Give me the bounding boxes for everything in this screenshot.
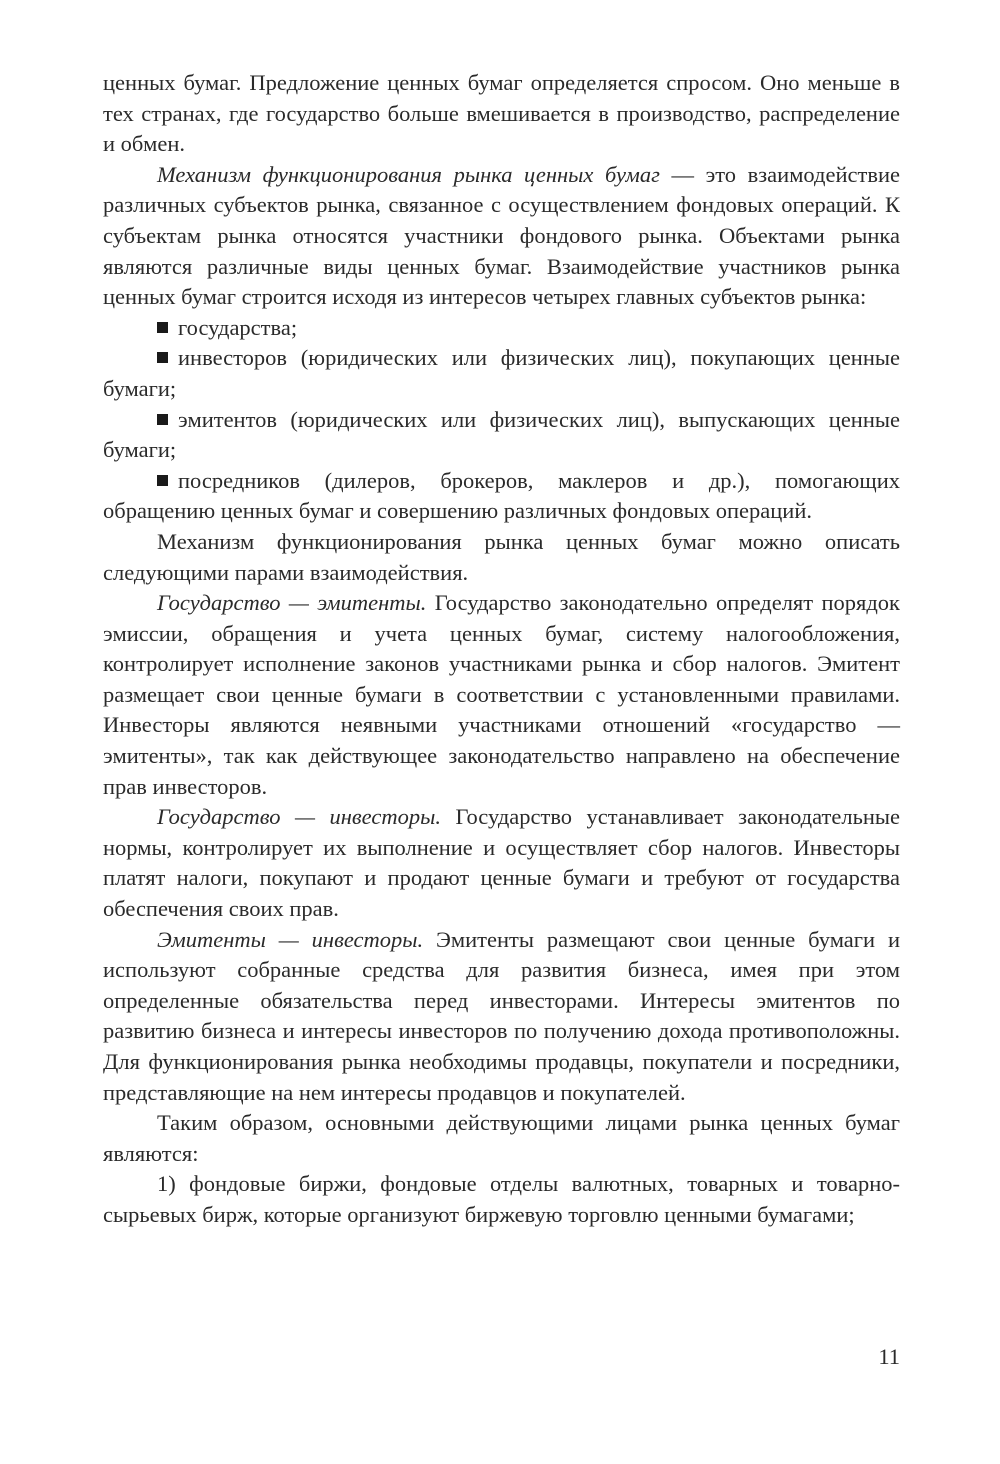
list-item-text: посредников (дилеров, брокеров, маклеров и др.), помогающих обращению ценных бумаг и совершению различных фондовых операций. (103, 467, 900, 524)
paragraph (103, 925, 900, 1109)
term-emphasis: Механизм функционирования рынка ценных бумаг (157, 161, 660, 187)
term-emphasis: Государство — инвесторы. (157, 804, 441, 830)
page-number: 11 (878, 1344, 900, 1369)
term-emphasis: Эмитенты — инвесторы. (157, 926, 424, 952)
list-item (103, 405, 900, 466)
bullet-square-icon (157, 475, 168, 486)
list-item-text: государства; (178, 314, 298, 340)
term-emphasis: Государство — эмитенты. (157, 590, 427, 616)
paragraph-text: — это взаимодействие различных субъектов рынка, связанное с осуществлением фондовых операций. К субъектам рынка относятся участники фондового рынка. Объектами рынка являются различные виды ценных бумаг. Взаимодействие участников рынка ценных бумаг строится исходя из интересов четырех главных субъектов рынка: (103, 161, 900, 310)
bullet-square-icon (157, 322, 168, 333)
paragraph (103, 160, 900, 313)
paragraph-text: Государство устанавливает законодательные нормы, контролирует их выполнение и осуществляет сбор налогов. Инвесторы платят налоги, покупают и продают ценные бумаги и требуют от государства обеспечения своих прав. (103, 804, 900, 922)
bullet-square-icon (157, 414, 168, 425)
paragraph: ценных бумаг. Предложение ценных бумаг определяется спросом. Оно меньше в тех странах, где государство больше вмешивается в производство, распределение и обмен. (103, 70, 900, 157)
paragraph: 1) фондовые биржи, фондовые отделы валютных, товарных и товарно-сырьевых бирж, которые организуют биржевую торговлю ценными бумагами; (103, 1171, 900, 1227)
list-item-text: эмитентов (юридических или физических лиц), выпускающих ценные бумаги; (103, 406, 900, 463)
paragraph-text: Государство законодательно определят порядок эмиссии, обращения и учета ценных бумаг, систему налогообложения, контролирует исполнение законов участниками рынка и сбор налогов. Эмитент размещает свои ценные бумаги в соответствии с установленными правилами. Инвесторы являются неявными участниками отношений «государство — эмитенты», так как действующее законодательство направлено на обеспечение прав инвесторов. (103, 590, 900, 799)
page-body (103, 68, 900, 1231)
list-item (103, 313, 900, 344)
bullet-square-icon (157, 352, 168, 363)
paragraph-text: Эмитенты размещают свои ценные бумаги и используют собранные средства для развития бизнеса, имея при этом определенные обязательства перед инвесторами. Интересы эмитентов по развитию бизнеса и интересы инвесторов по получению дохода противоположны. Для функционирования рынка необходимы продавцы, покупатели и посредники, представляющие на нем интересы продавцов и покупателей. (103, 926, 900, 1105)
list-item (103, 466, 900, 527)
paragraph (103, 588, 900, 802)
list-item-text: инвесторов (юридических или физических лиц), покупающих ценные бумаги; (103, 345, 900, 401)
paragraph (103, 802, 900, 924)
list-item (103, 343, 900, 404)
paragraph: Механизм функционирования рынка ценных бумаг можно описать следующими парами взаимодействия. (103, 528, 900, 585)
paragraph: Таким образом, основными действующими лицами рынка ценных бумаг являются: (103, 1110, 900, 1166)
